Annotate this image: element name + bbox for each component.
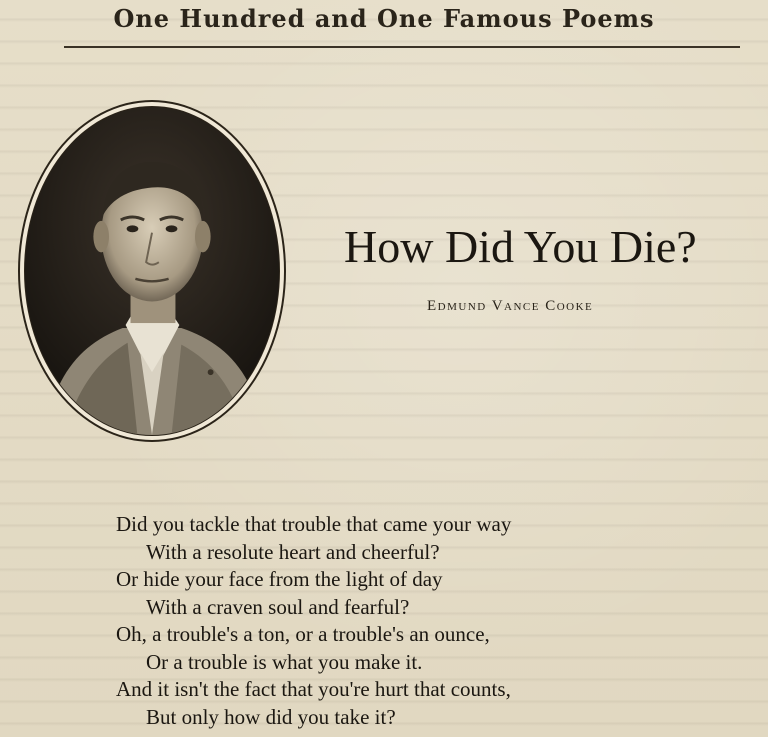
poem-line-4: With a craven soul and fearful? (146, 594, 410, 619)
poem-line-3: Or hide your face from the light of day (116, 567, 443, 591)
poem-line-8: But only how did you take it? (146, 704, 396, 729)
poem-line-7: And it isn't the fact that you're hurt that counts, (116, 677, 511, 701)
poem-line-5: Oh, a trouble's a ton, or a trouble's an ounce, (116, 622, 490, 646)
author-portrait (24, 106, 280, 436)
poem-title: How Did You Die? (344, 221, 697, 272)
poem-line-1: Did you tackle that trouble that came your way (116, 512, 512, 536)
poem-stanza (116, 511, 511, 731)
running-header: One Hundred and One Famous Poems (113, 4, 655, 33)
poem-line-2: With a resolute heart and cheerful? (146, 539, 440, 564)
portrait-image (25, 107, 279, 435)
author-portrait-frame (18, 100, 286, 442)
poem-author: Edmund Vance Cooke (427, 298, 594, 314)
header-rule (64, 46, 740, 48)
poem-line-6: Or a trouble is what you make it. (146, 649, 423, 674)
